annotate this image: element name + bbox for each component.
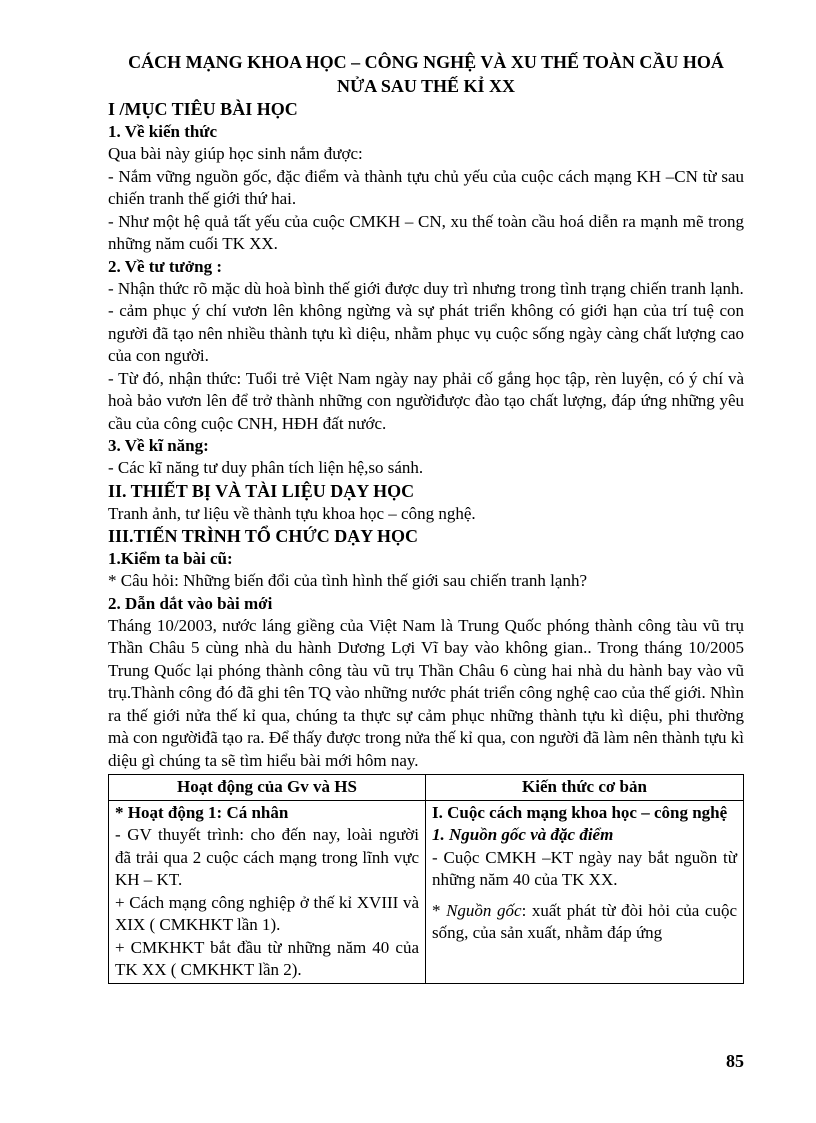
activity-line-1: - GV thuyết trình: cho đến nay, loài người đã trải qua 2 cuộc cách mạng trong lĩnh vực KH – KT. (115, 825, 419, 889)
check-question: * Câu hỏi: Những biến đổi của tình hình thế giới sau chiến tranh lạnh? (108, 571, 587, 590)
knowledge-item-1: - Nắm vững nguồn gốc, đặc điểm và thành tựu chủ yếu của cuộc cách mạng KH –CN từ sau chiến tranh thế giới thứ hai. (108, 166, 744, 208)
header-activities: Hoạt động của Gv và HS (109, 775, 426, 801)
section3-heading: III.TIẾN TRÌNH TỔ CHỨC DẠY HỌC (108, 526, 419, 546)
knowledge-heading: 1. Về kiến thức (108, 122, 218, 141)
check-heading: 1.Kiểm ta bài cũ: (108, 549, 233, 568)
intro-text: Tháng 10/2003, nước láng giềng của Việt Nam là Trung Quốc phóng thành công tàu vũ trụ Thần Châu 5 cùng nhà du hành Dương Lợi Vĩ bay vào không gian.. Trong tháng 10/2005 Trung Quốc lại phóng thành công tàu vũ trụ Thần Châu 6 cùng hai nhà du hành bay vào vũ trụ.Thành công đó đã ghi tên TQ vào những nước phát triển công nghệ cao của thế giới. Nhìn ra thế giới nửa thế kỉ qua, chúng ta thực sự cảm phục những thành tựu kì diệu, phi thường mà con ngườiđã tạo ra. Để thấy được trong nửa thế kỉ qua, con người đã làm nên thành tựu kì diệu gì chúng ta sẽ tìm hiểu bài mới hôm nay. (108, 615, 744, 770)
knowledge-line-1: - Cuộc CMKH –KT ngày nay bắt nguồn từ những năm 40 của TK XX. (432, 847, 737, 889)
knowledge-cell (426, 800, 744, 983)
section1-heading: I /MỤC TIÊU BÀI HỌC (108, 99, 298, 119)
knowledge-section-title: I. Cuộc cách mạng khoa học – công nghệ (432, 802, 728, 822)
origin-text: : xuất phát từ đòi hỏi của cuộc sống, của sản xuất, nhằm đáp ứng (432, 900, 738, 942)
lesson-table (108, 774, 744, 984)
document-page (108, 50, 744, 984)
knowledge-item-2: - Như một hệ quả tất yếu của cuộc CMKH – CN, xu thế toàn cầu hoá diễn ra mạnh mẽ trong những năm cuối TK XX. (108, 211, 744, 253)
title-line-2: NỬA SAU THẾ KỈ XX (336, 76, 516, 96)
knowledge-intro: Qua bài này giúp học sinh nắm được: (108, 144, 363, 163)
origin-label: Nguồn gốc (446, 900, 522, 920)
origin-prefix: * (432, 900, 447, 920)
title-line-1: CÁCH MẠNG KHOA HỌC – CÔNG NGHỆ VÀ XU THẾ TOÀN CẦU HOÁ (128, 52, 724, 72)
thinking-item-1: - Nhận thức rõ mặc dù hoà bình thế giới được duy trì nhưng trong tình trạng chiến tranh lạnh. (108, 278, 744, 298)
knowledge-subsection-title: 1. Nguồn gốc và đặc điểm (432, 825, 614, 844)
table-row (109, 800, 744, 983)
section2-text: Tranh ảnh, tư liệu về thành tựu khoa học – công nghệ. (108, 503, 476, 523)
thinking-heading: 2. Về tư tưởng : (108, 256, 223, 276)
thinking-item-2: - cảm phục ý chí vươn lên không ngừng và sự phát triển không có giới hạn của trí tuệ con người đã tạo nên nhiều thành tựu kì diệu, nhằm phục vụ cuộc sống ngày càng chất lượng cao của con người. (108, 301, 744, 365)
activities-cell (109, 800, 426, 983)
activity-line-2: + Cách mạng công nghiệp ở thế kỉ XVIII và XIX ( CMKHKT lần 1). (115, 892, 419, 934)
spacer (432, 892, 737, 900)
knowledge-origin (432, 900, 737, 945)
page-number: 85 (726, 1051, 744, 1071)
section2-heading: II. THIẾT BỊ VÀ TÀI LIỆU DẠY HỌC (108, 480, 415, 501)
skills-item-1: - Các kĩ năng tư duy phân tích liện hệ,so sánh. (108, 458, 424, 477)
intro-heading: 2. Dẫn dắt vào bài mới (108, 593, 273, 613)
thinking-item-3: - Từ đó, nhận thức: Tuổi trẻ Việt Nam ngày nay phải cố gắng học tập, rèn luyện, có ý chí và hoà bảo vươn lên để trở thành những con ngườiđược đào tạo chất lượng, đáp ứng những yêu cầu của công cuộc CNH, HĐH đất nước. (108, 368, 744, 433)
skills-heading: 3. Về kĩ năng: (108, 436, 209, 455)
table-header-row (109, 775, 744, 801)
activity-line-3: + CMKHKT bắt đầu từ những năm 40 của TK XX ( CMKHKT lần 2). (115, 937, 419, 979)
activity-heading: * Hoạt động 1: Cá nhân (115, 802, 289, 822)
header-knowledge: Kiến thức cơ bản (426, 775, 744, 801)
